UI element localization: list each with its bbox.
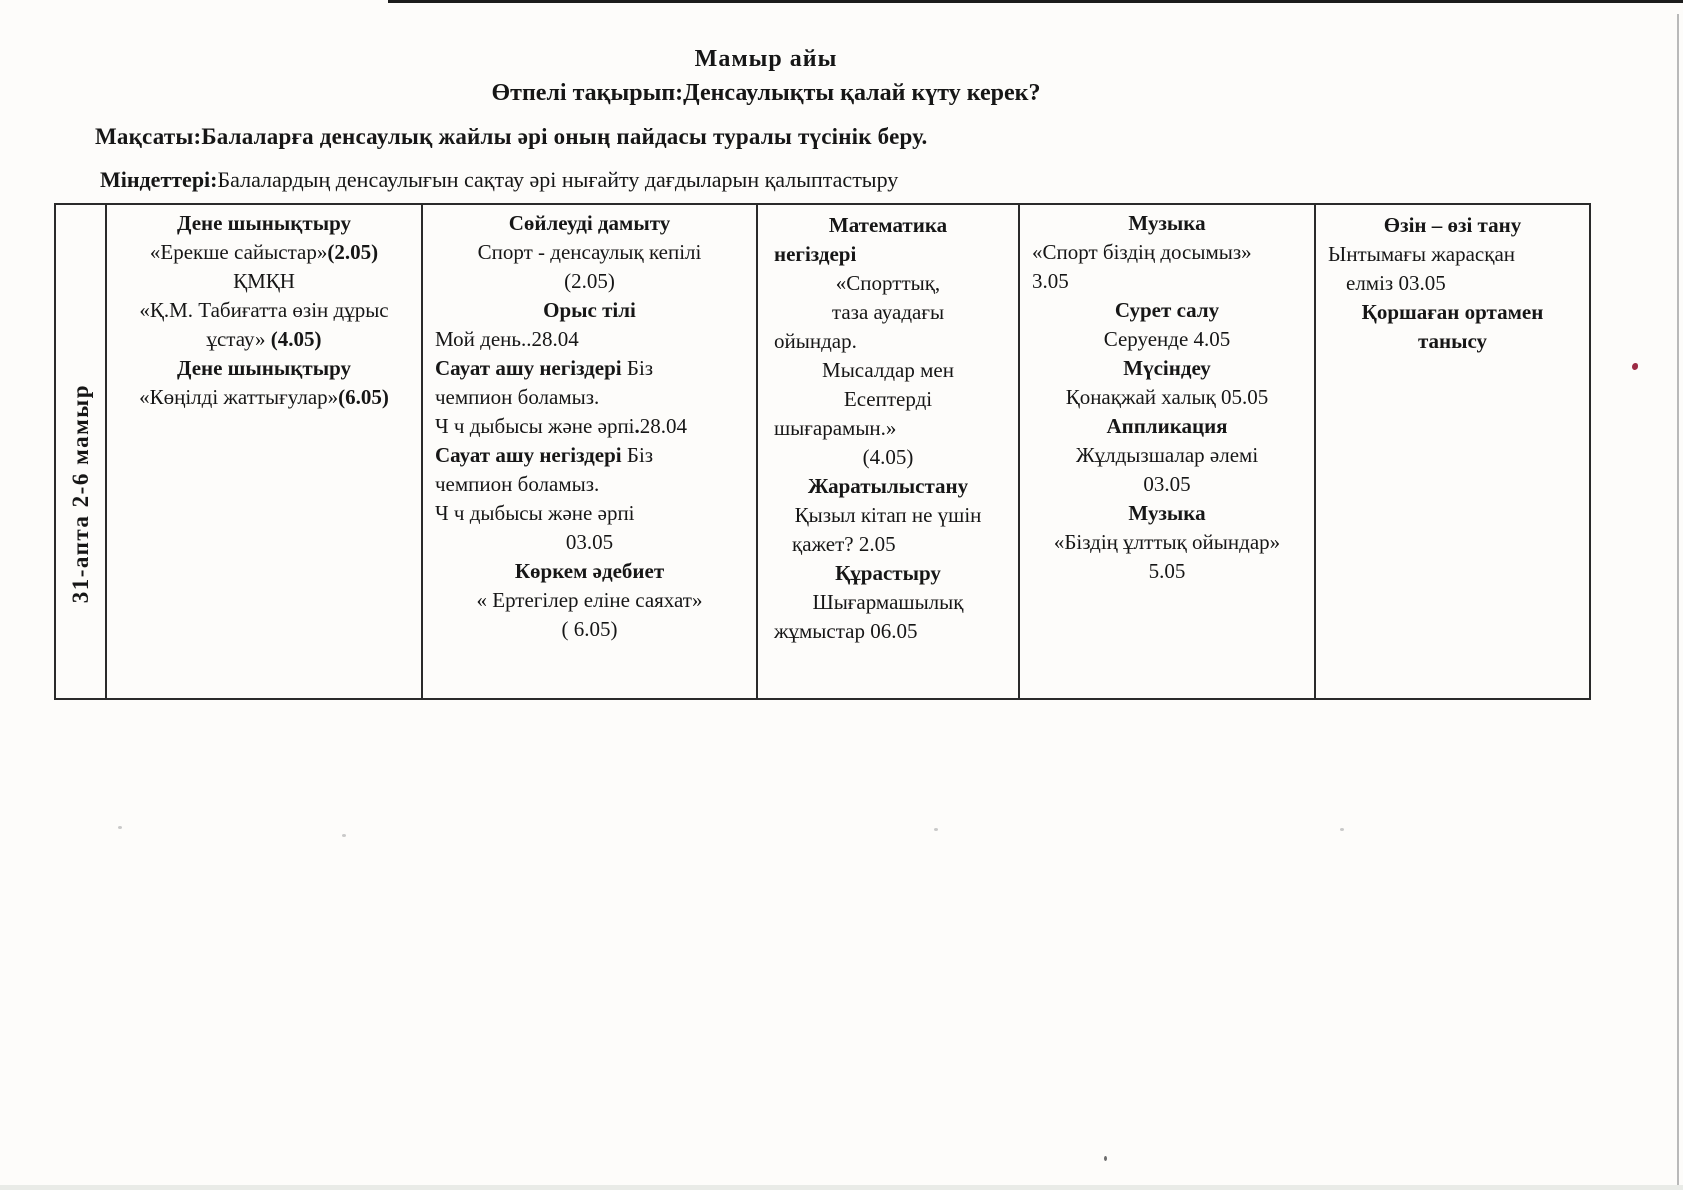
cell-line [762, 530, 1014, 559]
text-segment: Сөйлеуді дамыту [508, 211, 671, 235]
text-segment: Мой день..28.04 [435, 327, 579, 351]
document-title: Мамыр айы [694, 46, 838, 72]
text-segment: Ынтымағы жарасқан [1328, 242, 1516, 266]
cell-line [423, 615, 756, 644]
cell-line [423, 412, 756, 441]
lesson-plan-table [54, 203, 1591, 700]
text-segment: «Көңілді жаттығулар» [139, 385, 339, 409]
text-segment: таза ауадағы [831, 300, 945, 324]
text-segment: 03.05 [565, 530, 614, 554]
cell-line [107, 267, 421, 296]
cell-line [1316, 240, 1589, 269]
cell-line [1316, 298, 1589, 327]
cell-line [423, 296, 756, 325]
text-segment: Жаратылыстану [807, 474, 969, 498]
text-segment: жұмыстар 06.05 [774, 619, 918, 643]
text-segment: Біз [621, 443, 654, 467]
text-segment: Мақсаты:Балаларға денсаулық жайлы әрі оның пайдасы туралы түсінік беру. [95, 124, 928, 149]
cell-line [423, 557, 756, 586]
cell-line [107, 383, 421, 412]
cell-line [423, 238, 756, 267]
text-segment: ойындар. [774, 329, 857, 353]
text-segment: 03.05 [1143, 472, 1191, 496]
text-segment: Есептерді [843, 387, 933, 411]
text-segment: (6.05) [338, 385, 389, 409]
cell-line [1316, 269, 1589, 298]
text-segment: Математика [828, 213, 948, 237]
cell-line [762, 356, 1014, 385]
text-segment: «Ерекше сайыстар» [149, 240, 328, 264]
cell-line [1020, 557, 1314, 586]
cell-line [1020, 238, 1314, 267]
text-segment: чемпион боламыз. [435, 472, 600, 496]
cell-line [423, 325, 756, 354]
cell-line [423, 441, 756, 470]
text-segment: ұстау» [206, 327, 271, 351]
cell-line [762, 385, 1014, 414]
text-segment: Қызыл кітап не үшін [794, 503, 982, 527]
text-segment: Дене шынықтыру [176, 211, 352, 235]
text-segment: Сурет салу [1114, 298, 1220, 322]
cell-line [762, 240, 1014, 269]
week-label-cell [56, 205, 107, 698]
cell-line [1020, 209, 1314, 238]
text-segment: 3.05 [1032, 269, 1069, 293]
text-segment: шығарамын.» [774, 416, 897, 440]
cell-line [107, 296, 421, 325]
cell-line [107, 325, 421, 354]
text-segment: Құрастыру [835, 561, 941, 585]
column-self-knowledge [1316, 205, 1589, 698]
cell-line [423, 470, 756, 499]
cell-line [107, 209, 421, 238]
column-music-and-arts [1020, 205, 1316, 698]
text-segment: «Спорттық, [835, 271, 941, 295]
document-subtitle: Өтпелі тақырып:Денсаулықты қалай күту керек? [491, 80, 1041, 106]
week-label: 31-апта 2-6 мамыр [68, 383, 93, 604]
text-segment: Мысалдар мен [822, 358, 954, 382]
cell-line [1020, 325, 1314, 354]
text-segment: Музыка [1128, 501, 1206, 525]
cell-line [762, 414, 1014, 443]
goal-line [95, 124, 928, 150]
column-mathematics-basics [758, 205, 1020, 698]
cell-line [762, 443, 1014, 472]
cell-line [1020, 354, 1314, 383]
text-segment: 28.04 [639, 414, 688, 438]
text-segment: Сауат ашу негіздері [435, 356, 622, 380]
cell-line [423, 383, 756, 412]
cell-line [423, 528, 756, 557]
text-segment: Балалардың денсаулығын сақтау әрі нығайту дағдыларын қалыптастыру [217, 167, 899, 192]
paper-speck [1340, 828, 1344, 831]
cell-line [762, 501, 1014, 530]
paper-speck [934, 828, 938, 831]
text-segment: ( 6.05) [561, 617, 618, 641]
cell-line [1020, 499, 1314, 528]
text-segment: . [634, 414, 640, 438]
text-segment: Спорт - денсаулық кепілі [477, 240, 702, 264]
cell-line [107, 238, 421, 267]
cell-line [762, 211, 1014, 240]
cell-line [423, 586, 756, 615]
cell-line [423, 267, 756, 296]
column-speech-development [423, 205, 758, 698]
text-segment: Орыс тілі [543, 298, 636, 322]
cell-line [423, 354, 756, 383]
cell-line [762, 269, 1014, 298]
text-segment: Міндеттері: [100, 167, 218, 192]
cell-line [1020, 441, 1314, 470]
text-segment: Көркем әдебиет [514, 559, 665, 583]
cell-line [1020, 528, 1314, 557]
text-segment: елміз 03.05 [1346, 271, 1446, 295]
scanner-edge-band-bottom [0, 1185, 1683, 1190]
text-segment: (2.05) [564, 269, 615, 293]
cell-line [1020, 267, 1314, 296]
text-segment: Аппликация [1106, 414, 1228, 438]
text-segment: Сауат ашу негіздері [435, 443, 622, 467]
text-segment: (4.05) [862, 445, 914, 469]
text-segment: Музыка [1128, 211, 1206, 235]
cell-line [762, 298, 1014, 327]
tasks-line [100, 167, 898, 193]
red-ink-speck [1632, 363, 1638, 370]
text-segment: Серуенде 4.05 [1103, 327, 1231, 351]
cell-line [762, 472, 1014, 501]
text-segment: чемпион боламыз. [435, 385, 600, 409]
text-segment: Өзін – өзі тану [1383, 213, 1522, 237]
column-physical-education [107, 205, 423, 698]
cell-line [762, 327, 1014, 356]
paper-speck [1104, 1156, 1107, 1161]
text-segment: Біз [621, 356, 654, 380]
cell-line [423, 499, 756, 528]
text-segment: Мүсіндеу [1123, 356, 1211, 380]
cell-line [423, 209, 756, 238]
cell-line [762, 559, 1014, 588]
text-segment: Ч ч дыбысы және әрпі [435, 414, 635, 438]
cell-line [1020, 383, 1314, 412]
text-segment: Қоршаған ортамен [1361, 300, 1544, 324]
text-segment: « Ертегілер еліне саяхат» [476, 588, 703, 612]
text-segment: (4.05) [270, 327, 322, 351]
text-segment: негіздері [774, 242, 857, 266]
text-segment: Ч ч дыбысы және әрпі [435, 501, 635, 525]
text-segment: ҚМҚН [233, 269, 295, 293]
cell-line [762, 617, 1014, 646]
scanner-edge-line-right [1677, 14, 1679, 1190]
cell-line [1316, 327, 1589, 356]
text-segment: Қонақжай халық 05.05 [1065, 385, 1269, 409]
text-segment: «Біздің ұлттық ойындар» [1053, 530, 1281, 554]
text-segment: Жұлдызшалар әлемі [1075, 443, 1259, 467]
cell-line [1020, 412, 1314, 441]
cell-line [107, 354, 421, 383]
paper-speck [342, 834, 346, 837]
text-segment: «Спорт біздің досымыз» [1032, 240, 1252, 264]
scanner-edge-line-top [388, 0, 1683, 3]
cell-line [1020, 470, 1314, 499]
cell-line [1316, 211, 1589, 240]
cell-line [1020, 296, 1314, 325]
text-segment: Шығармашылық [812, 590, 964, 614]
text-segment: Дене шынықтыру [176, 356, 352, 380]
text-segment: (2.05) [327, 240, 379, 264]
text-segment: танысу [1417, 329, 1488, 353]
text-segment: 5.05 [1148, 559, 1186, 583]
text-segment: қажет? 2.05 [792, 532, 896, 556]
paper-speck [118, 826, 122, 829]
cell-line [762, 588, 1014, 617]
text-segment: «Қ.М. Табиғатта өзін дұрыс [139, 298, 389, 322]
